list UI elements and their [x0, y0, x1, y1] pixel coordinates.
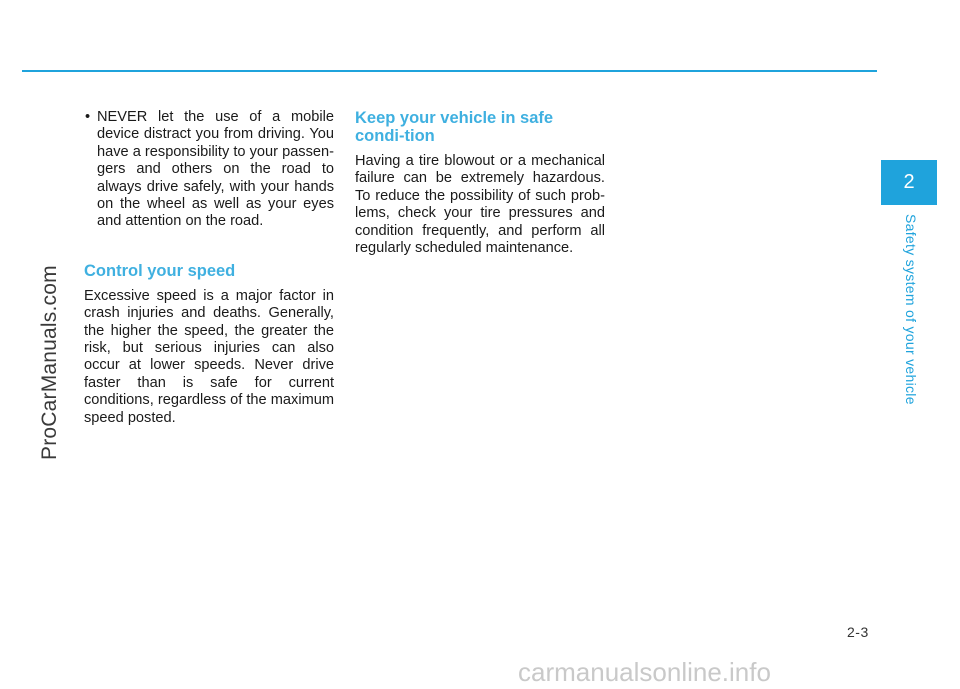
paragraph-control-speed: Excessive speed is a major factor in crash injuries and deaths. Generally, the higher the speed, the greater the risk, but serious injuries can also occur at lower speeds. Never drive faster than is safe for current conditions, regardless of the maximum speed posted. — [84, 287, 334, 426]
watermark-carmanualsonline: carmanualsonline.info — [518, 657, 771, 687]
chapter-title-vertical: Safety system of your vehicle — [903, 214, 919, 405]
paragraph-safe-condition: Having a tire blowout or a mechanical failure can be extremely hazardous. To reduce the possibility of such prob-lems, check your tire pressures and condition frequently, and perform all regularly scheduled maintenance. — [355, 153, 605, 257]
right-column — [355, 109, 605, 257]
chapter-number-tab: 2 — [881, 160, 937, 205]
bullet-text: NEVER let the use of a mobile device distract you from driving. You have a responsibility to your passen-gers and others on the road to always drive safely, with your hands on the wheel as well as your eyes and attention on the road. — [97, 109, 334, 230]
bullet-mark: • — [85, 109, 91, 125]
heading-safe-condition: Keep your vehicle in safe condi-tion — [355, 109, 554, 145]
bullet-item — [84, 109, 334, 231]
watermark-procarmanuals: ProCarManuals.com — [38, 265, 61, 460]
heading-control-speed: Control your speed — [84, 261, 236, 280]
top-divider-line — [22, 70, 877, 72]
page-number: 2-3 — [847, 624, 869, 640]
left-column — [84, 109, 334, 427]
